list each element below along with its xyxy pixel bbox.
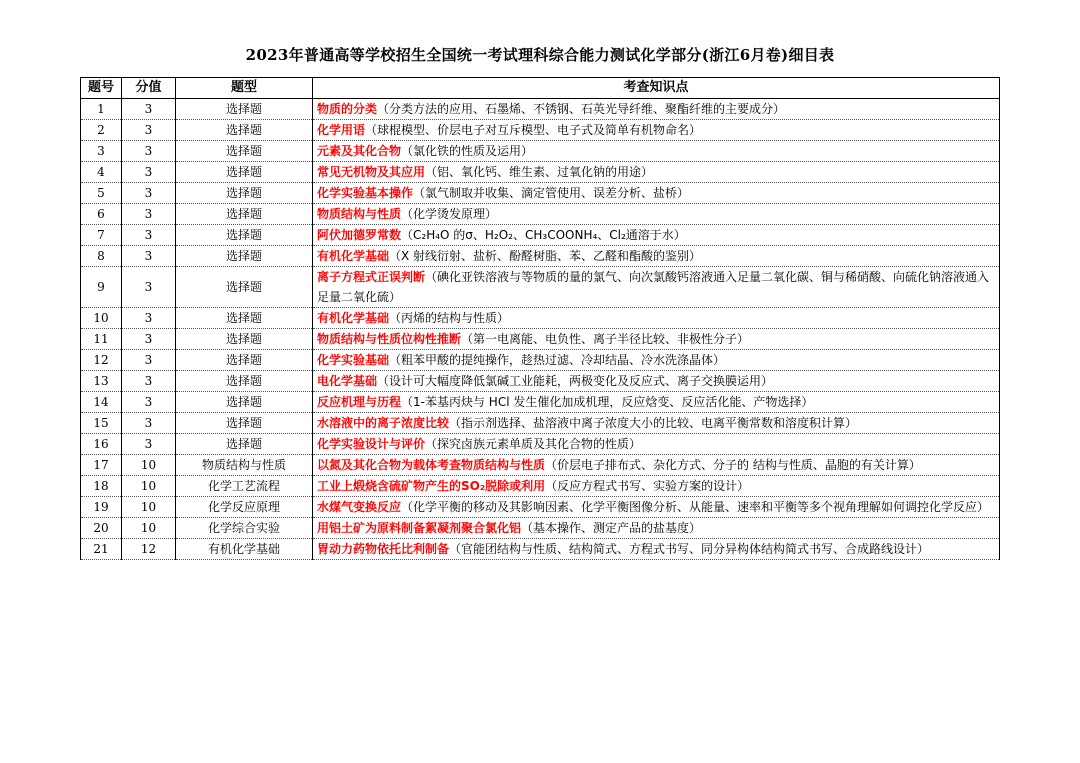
knowledge-detail: （粗苯甲酸的提纯操作，趁热过滤、冷却结晶、冷水洗涤晶体） [389, 353, 726, 367]
question-type: 选择题 [176, 329, 313, 350]
question-type: 物质结构与性质 [176, 455, 313, 476]
knowledge-cell [313, 539, 1000, 560]
knowledge-key-topic: 以氮及其化合物为载体考查物质结构与性质 [317, 458, 546, 472]
knowledge-cell [313, 162, 1000, 183]
table-body [81, 99, 1000, 560]
knowledge-detail: （指示剂选择、盐溶液中离子浓度大小的比较、电离平衡常数和溶度积计算） [449, 416, 858, 430]
question-number: 18 [81, 476, 122, 497]
question-score: 3 [122, 392, 176, 413]
knowledge-key-topic: 物质结构与性质 [317, 207, 402, 221]
question-number: 15 [81, 413, 122, 434]
knowledge-detail: （官能团结构与性质、结构简式、方程式书写、同分异构体结构简式书写、合成路线设计） [449, 542, 930, 556]
knowledge-key-topic: 有机化学基础 [317, 249, 390, 263]
question-number: 21 [81, 539, 122, 560]
question-type: 化学工艺流程 [176, 476, 313, 497]
question-number: 14 [81, 392, 122, 413]
document-title: 2023年普通高等学校招生全国统一考试理科综合能力测试化学部分(浙江6月卷)细目表 [245, 46, 835, 64]
question-number: 2 [81, 120, 122, 141]
table-row [81, 183, 1000, 204]
table-row [81, 371, 1000, 392]
knowledge-cell [313, 329, 1000, 350]
knowledge-cell [313, 518, 1000, 539]
table-row [81, 204, 1000, 225]
question-score: 10 [122, 518, 176, 539]
knowledge-cell [313, 246, 1000, 267]
question-number: 11 [81, 329, 122, 350]
knowledge-cell [313, 99, 1000, 120]
question-type: 选择题 [176, 267, 313, 308]
knowledge-detail: （碘化亚铁溶液与等物质的量的氯气、向次氯酸钙溶液通入足量二氧化碳、铜与稀硝酸、向硫化钠溶液通入足量二氧化硫） [317, 270, 990, 304]
knowledge-detail: （基本操作、测定产品的盐基度） [521, 521, 702, 535]
knowledge-detail: （氯气制取并收集、滴定管使用、误差分析、盐桥） [413, 186, 690, 200]
table-row [81, 413, 1000, 434]
question-score: 3 [122, 99, 176, 120]
knowledge-key-topic: 物质的分类 [317, 102, 378, 116]
question-score: 3 [122, 308, 176, 329]
question-number: 20 [81, 518, 122, 539]
question-number: 3 [81, 141, 122, 162]
knowledge-cell [313, 225, 1000, 246]
question-number: 16 [81, 434, 122, 455]
knowledge-key-topic: 常见无机物及其应用 [317, 165, 426, 179]
header-type: 题型 [176, 78, 313, 99]
knowledge-detail: （第一电离能、电负性、离子半径比较、非极性分子） [461, 332, 750, 346]
question-score: 12 [122, 539, 176, 560]
knowledge-detail: （探究卤族元素单质及其化合物的性质） [425, 437, 642, 451]
question-number: 1 [81, 99, 122, 120]
question-type: 选择题 [176, 225, 313, 246]
knowledge-cell [313, 120, 1000, 141]
table-row [81, 308, 1000, 329]
table-row [81, 392, 1000, 413]
knowledge-detail: （X 射线衍射、盐析、酚醛树脂、苯、乙醛和酯酸的鉴别） [389, 249, 702, 263]
knowledge-cell [313, 476, 1000, 497]
knowledge-key-topic: 化学实验设计与评价 [317, 437, 426, 451]
knowledge-key-topic: 有机化学基础 [317, 311, 390, 325]
question-type: 化学综合实验 [176, 518, 313, 539]
knowledge-detail: （球棍模型、价层电子对互斥模型、电子式及简单有机物命名） [365, 123, 702, 137]
knowledge-key-topic: 元素及其化合物 [317, 144, 402, 158]
question-type: 选择题 [176, 120, 313, 141]
knowledge-key-topic: 用铝土矿为原料制备絮凝剂聚合氯化铝 [317, 521, 522, 535]
knowledge-detail: （分类方法的应用、石墨烯、不锈钢、石英光导纤维、聚酯纤维的主要成分） [377, 102, 786, 116]
question-score: 3 [122, 413, 176, 434]
knowledge-cell [313, 204, 1000, 225]
table-row [81, 162, 1000, 183]
knowledge-cell [313, 455, 1000, 476]
question-number: 4 [81, 162, 122, 183]
table-row [81, 329, 1000, 350]
question-score: 3 [122, 267, 176, 308]
knowledge-detail: （1-苯基丙炔与 HCl 发生催化加成机理，反应焓变、反应活化能、产物选择） [401, 395, 814, 409]
question-number: 5 [81, 183, 122, 204]
question-score: 10 [122, 455, 176, 476]
knowledge-key-topic: 化学实验基础 [317, 353, 390, 367]
knowledge-cell [313, 371, 1000, 392]
knowledge-key-topic: 水煤气变换反应 [317, 500, 402, 514]
question-type: 有机化学基础 [176, 539, 313, 560]
knowledge-key-topic: 化学实验基本操作 [317, 186, 414, 200]
question-type: 选择题 [176, 392, 313, 413]
question-type: 选择题 [176, 204, 313, 225]
question-type: 选择题 [176, 371, 313, 392]
knowledge-detail: （价层电子排布式、杂化方式、分子的 结构与性质、晶胞的有关计算） [545, 458, 921, 472]
knowledge-key-topic: 胃动力药物依托比利制备 [317, 542, 450, 556]
knowledge-detail: （氯化铁的性质及运用） [401, 144, 534, 158]
knowledge-detail: （化学烫发原理） [401, 207, 498, 221]
knowledge-key-topic: 离子方程式正误判断 [317, 270, 426, 284]
question-number: 10 [81, 308, 122, 329]
knowledge-detail: （C₂H₄O 的σ、H₂O₂、CH₃COONH₄、Cl₂通溶于水） [401, 228, 686, 242]
knowledge-cell [313, 350, 1000, 371]
question-score: 3 [122, 371, 176, 392]
header-score: 分值 [122, 78, 176, 99]
question-type: 选择题 [176, 434, 313, 455]
question-number: 17 [81, 455, 122, 476]
question-score: 3 [122, 120, 176, 141]
knowledge-detail: （化学平衡的移动及其影响因素、化学平衡图像分析、从能量、速率和平衡等多个视角理解如何调控化学反应） [401, 500, 990, 514]
question-type: 选择题 [176, 413, 313, 434]
question-type: 选择题 [176, 141, 313, 162]
question-score: 3 [122, 141, 176, 162]
question-score: 3 [122, 162, 176, 183]
question-score: 3 [122, 350, 176, 371]
table-row [81, 350, 1000, 371]
table-row [81, 141, 1000, 162]
table-row [81, 120, 1000, 141]
question-type: 选择题 [176, 183, 313, 204]
header-knowledge: 考查知识点 [313, 78, 1000, 99]
header-row [81, 78, 1000, 99]
knowledge-cell [313, 308, 1000, 329]
knowledge-detail: （反应方程式书写、实验方案的设计） [545, 479, 750, 493]
detail-table [80, 77, 1000, 560]
table-row [81, 99, 1000, 120]
question-number: 13 [81, 371, 122, 392]
knowledge-key-topic: 物质结构与性质位构性推断 [317, 332, 462, 346]
question-number: 9 [81, 267, 122, 308]
knowledge-key-topic: 水溶液中的离子浓度比较 [317, 416, 450, 430]
question-number: 6 [81, 204, 122, 225]
question-type: 选择题 [176, 308, 313, 329]
table-row [81, 539, 1000, 560]
knowledge-detail: （铝、氧化钙、维生素、过氧化钠的用途） [425, 165, 654, 179]
knowledge-detail: （设计可大幅度降低氯碱工业能耗，两极变化及反应式、离子交换膜运用） [377, 374, 774, 388]
table-row [81, 267, 1000, 308]
table-row [81, 434, 1000, 455]
knowledge-cell [313, 267, 1000, 308]
question-number: 19 [81, 497, 122, 518]
knowledge-detail: （丙烯的结构与性质） [389, 311, 510, 325]
knowledge-cell [313, 141, 1000, 162]
table-row [81, 225, 1000, 246]
question-type: 选择题 [176, 350, 313, 371]
question-type: 选择题 [176, 162, 313, 183]
knowledge-cell [313, 497, 1000, 518]
knowledge-key-topic: 化学用语 [317, 123, 366, 137]
knowledge-key-topic: 电化学基础 [317, 374, 378, 388]
question-score: 3 [122, 246, 176, 267]
knowledge-key-topic: 阿伏加德罗常数 [317, 228, 402, 242]
question-type: 化学反应原理 [176, 497, 313, 518]
question-number: 7 [81, 225, 122, 246]
table-row [81, 497, 1000, 518]
table-row [81, 246, 1000, 267]
question-score: 3 [122, 183, 176, 204]
question-score: 10 [122, 497, 176, 518]
question-score: 3 [122, 204, 176, 225]
table-row [81, 455, 1000, 476]
knowledge-cell [313, 413, 1000, 434]
knowledge-cell [313, 434, 1000, 455]
knowledge-key-topic: 工业上煅烧含硫矿物产生的SO₂脱除或利用 [317, 479, 546, 493]
question-number: 12 [81, 350, 122, 371]
table-row [81, 518, 1000, 539]
question-type: 选择题 [176, 99, 313, 120]
header-number: 题号 [81, 78, 122, 99]
question-score: 10 [122, 476, 176, 497]
question-score: 3 [122, 434, 176, 455]
knowledge-cell [313, 183, 1000, 204]
knowledge-key-topic: 反应机理与历程 [317, 395, 402, 409]
table-row [81, 476, 1000, 497]
question-score: 3 [122, 329, 176, 350]
knowledge-cell [313, 392, 1000, 413]
question-number: 8 [81, 246, 122, 267]
question-score: 3 [122, 225, 176, 246]
question-type: 选择题 [176, 246, 313, 267]
